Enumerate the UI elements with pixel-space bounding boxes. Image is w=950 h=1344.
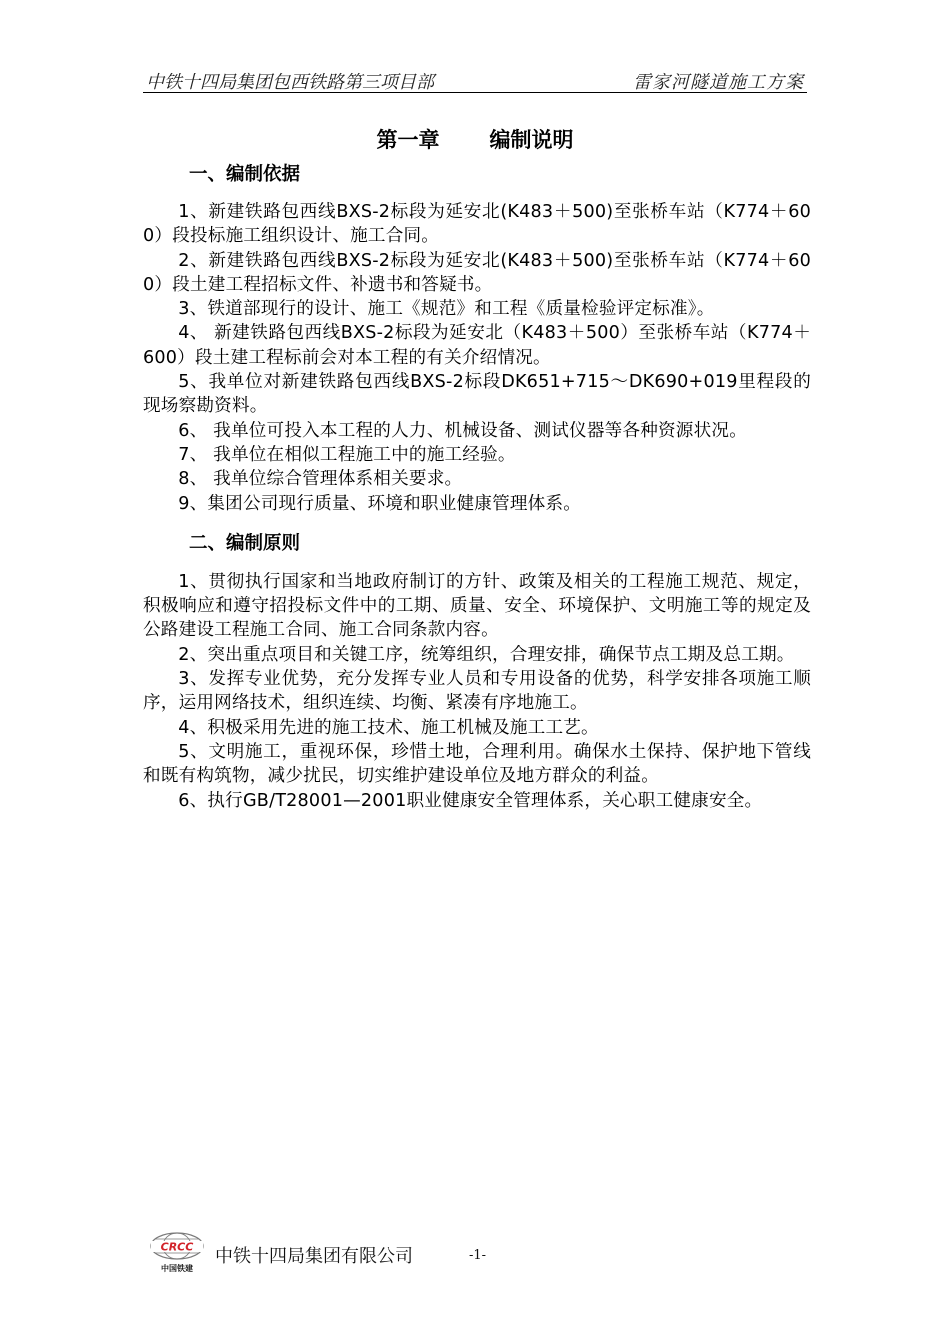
principle-item-3: 3、发挥专业优势，充分发挥专业人员和专用设备的优势，科学安排各项施工顺序，运用网络技术，组织连续、均衡、紧凑有序地施工。: [143, 669, 811, 714]
basis-item-8: 8、 我单位综合管理体系相关要求。: [178, 469, 463, 490]
crcc-logo-icon: [147, 1230, 207, 1276]
principle-item-6: 6、执行GB/T28001—2001职业健康安全管理体系，关心职工健康安全。: [178, 790, 763, 811]
basis-item-1: 1、新建铁路包西线BXS-2标段为延安北(K483＋500)至张桥车站（K774＋600）段投标施工组织设计、施工合同。: [143, 202, 811, 247]
header-rule: [143, 92, 807, 93]
basis-item-6: 6、 我单位可投入本工程的人力、机械设备、测试仪器等各种资源状况。: [178, 420, 747, 441]
section-heading-basis: 一、编制依据: [189, 164, 301, 185]
document-body: [143, 160, 811, 813]
principle-item-5: 5、文明施工，重视环保，珍惜土地，合理利用。确保水土保持、保护地下管线和既有构筑物，减少扰民，切实维护建设单位及地方群众的利益。: [143, 741, 811, 787]
chapter-name: 编制说明: [489, 128, 574, 152]
chapter-number: 第一章: [376, 128, 440, 152]
basis-item-3: 3、铁道部现行的设计、施工《规范》和工程《质量检验评定标准》。: [178, 299, 715, 320]
section-heading-principles: 二、编制原则: [189, 532, 301, 554]
basis-item-4: 4、 新建铁路包西线BXS-2标段为延安北（K483＋500）至张桥车站（K774＋600）段土建工程标前会对本工程的有关介绍情况。: [143, 323, 811, 368]
basis-item-5: 5、我单位对新建铁路包西线BXS-2标段DK651+715～DK690+019里程段的现场察勘资料。: [143, 372, 811, 417]
principle-item-1: 1、贯彻执行国家和当地政府制订的方针、政策及相关的工程施工规范、规定，积极响应和遵守招投标文件中的工期、质量、安全、环境保护、文明施工等的规定及公路建设工程施工合同、施工合同条款内容。: [143, 571, 811, 641]
header-right-text: 雷家河隧道施工方案: [633, 72, 804, 93]
basis-item-9: 9、集团公司现行质量、环境和职业健康管理体系。: [178, 493, 582, 514]
page-footer: [143, 1228, 807, 1288]
chapter-title: [0, 124, 950, 154]
page-number: -1-: [469, 1248, 487, 1263]
logo-caption: 中国铁建: [161, 1264, 193, 1273]
principle-item-4: 4、积极采用先进的施工技术、施工机械及施工工艺。: [178, 717, 599, 738]
footer-company-name: 中铁十四局集团有限公司: [215, 1246, 413, 1267]
logo-text: CRCC: [160, 1240, 194, 1254]
principle-item-2: 2、突出重点项目和关键工序，统筹组织，合理安排，确保节点工期及总工期。: [178, 644, 795, 665]
header-left-text: 中铁十四局集团包西铁路第三项目部: [146, 72, 434, 93]
basis-item-2: 2、新建铁路包西线BXS-2标段为延安北(K483＋500)至张桥车站（K774＋600）段土建工程招标文件、补遗书和答疑书。: [143, 250, 811, 295]
basis-item-7: 7、 我单位在相似工程施工中的施工经验。: [178, 444, 516, 465]
